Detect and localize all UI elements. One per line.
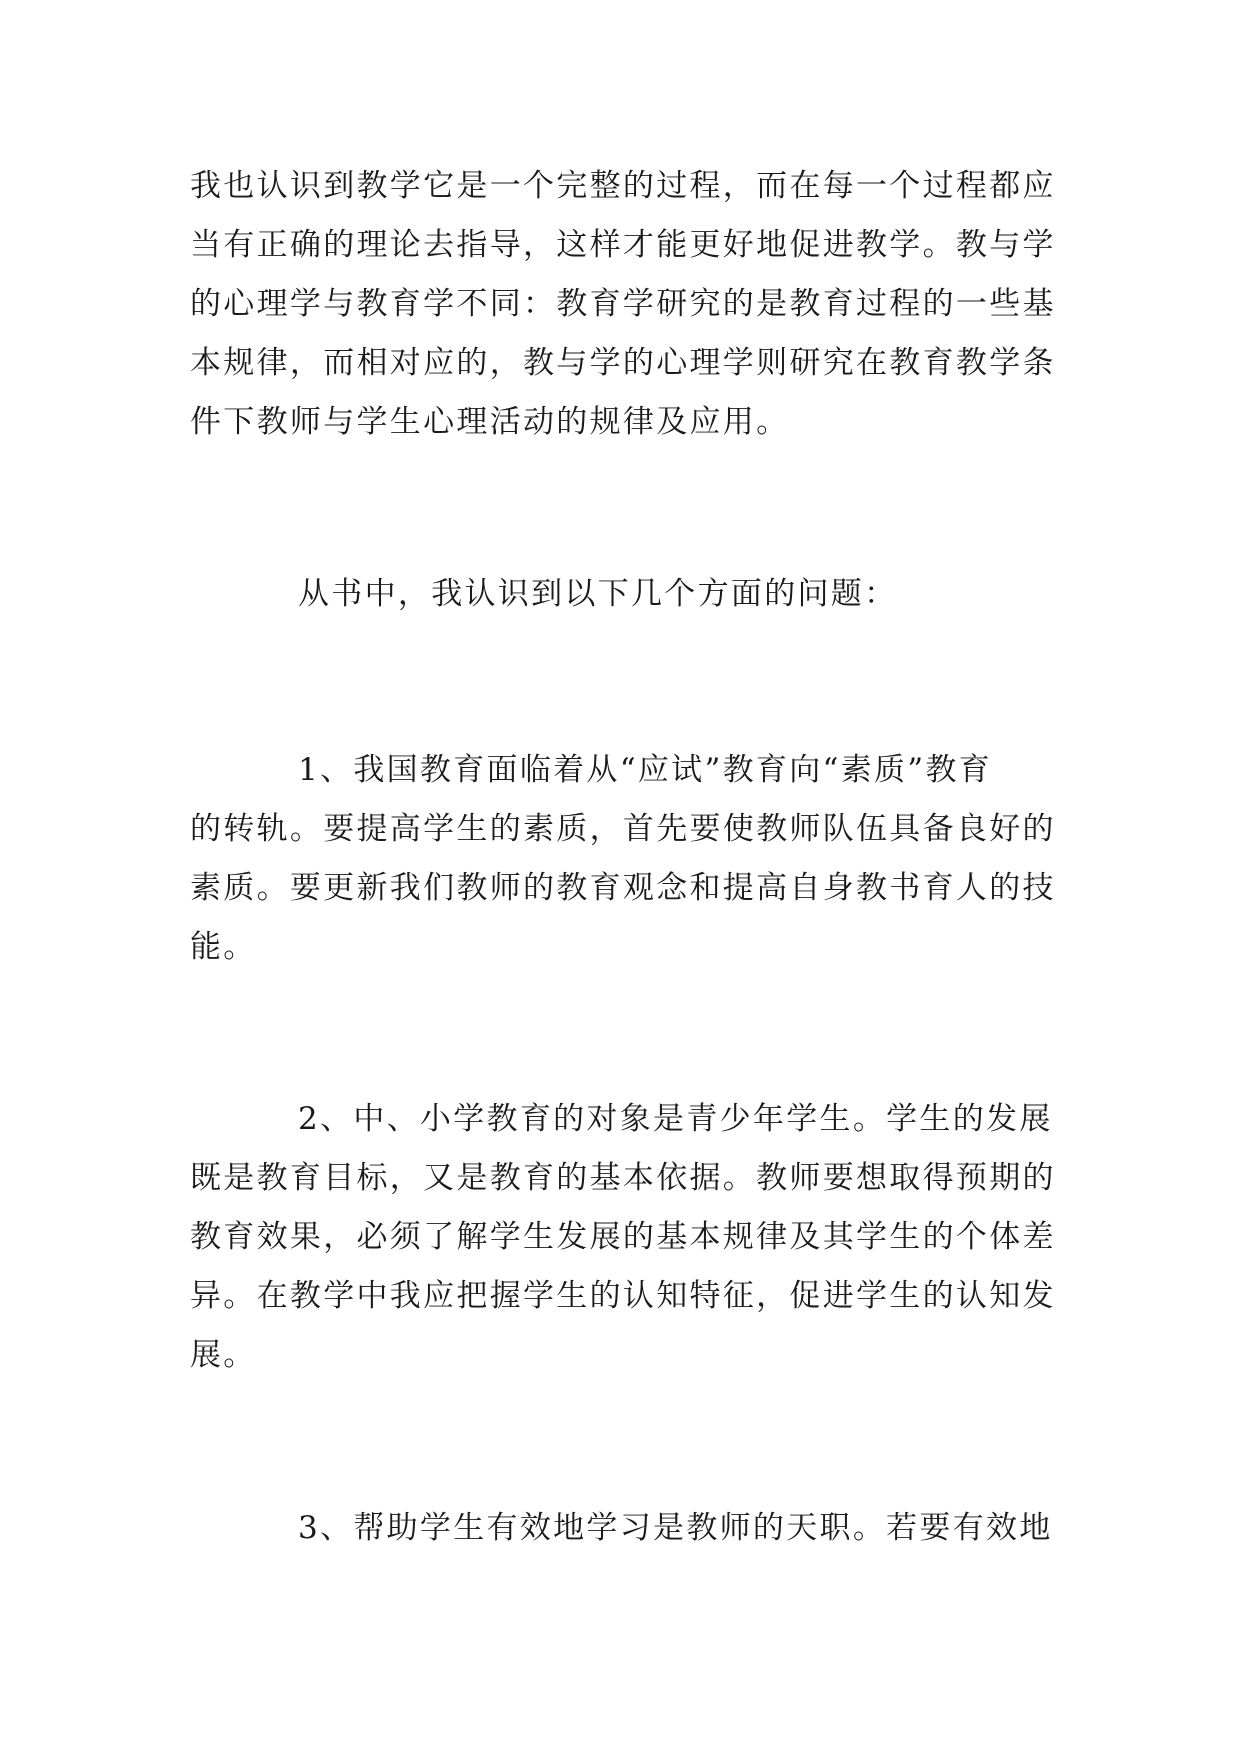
text-line: 素质。要更新我们教师的教育观念和提高自身教书育人的技 (190, 870, 1056, 906)
text-line: 件下教师与学生心理活动的规律及应用。 (190, 404, 790, 440)
text-line: 的心理学与教育学不同：教育学研究的是教育过程的一些基 (190, 286, 1056, 322)
text-line: 3、帮助学生有效地学习是教师的天职。若要有效地 (298, 1510, 1053, 1546)
text-line: 异。在教学中我应把握学生的认知特征，促进学生的认知发 (190, 1278, 1056, 1314)
text-line: 能。 (190, 929, 257, 965)
text-line: 2、中、小学教育的对象是青少年学生。学生的发展 (298, 1101, 1053, 1137)
text-line: 本规律，而相对应的，教与学的心理学则研究在教育教学条 (190, 345, 1056, 381)
text-line: 我也认识到教学它是一个完整的过程，而在每一个过程都应 (190, 168, 1056, 204)
text-line: 1、我国教育面临着从“应试”教育向“素质”教育 (298, 752, 993, 788)
text-line: 的转轨。要提高学生的素质，首先要使教师队伍具备良好的 (190, 811, 1056, 847)
text-line: 当有正确的理论去指导，这样才能更好地促进教学。教与学 (190, 227, 1056, 263)
text-line: 教育效果，必须了解学生发展的基本规律及其学生的个体差 (190, 1219, 1056, 1255)
text-line: 从书中，我认识到以下几个方面的问题： (298, 576, 898, 612)
text-line: 既是教育目标，又是教育的基本依据。教师要想取得预期的 (190, 1160, 1056, 1196)
text-line: 展。 (190, 1337, 257, 1373)
